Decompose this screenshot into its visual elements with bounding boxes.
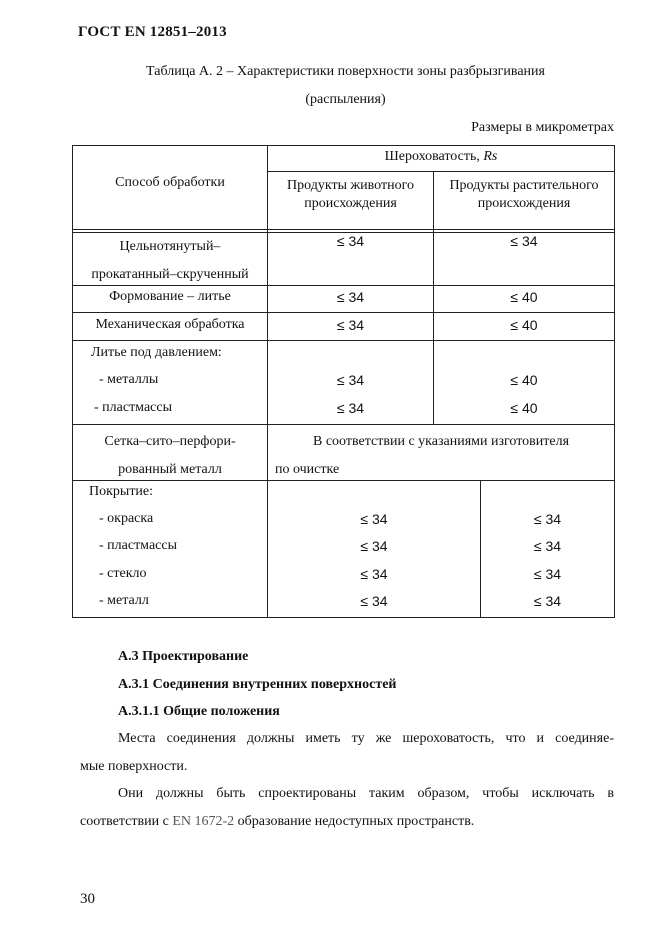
row-sub-metals: - металлы	[99, 372, 159, 387]
row-sub-plastics: - пластмассы	[99, 538, 177, 553]
row-method-forming: Формование – литье	[109, 289, 231, 304]
table-border-left	[72, 145, 73, 618]
value-plant: ≤ 34	[533, 538, 562, 554]
value-plant: ≤ 34	[510, 233, 538, 249]
section-heading-a31: А.3.1 Соединения внутренних поверхностей	[118, 677, 397, 692]
paragraph-2-line1: Они должны быть спроектированы таким образом, чтобы исключать в	[118, 786, 614, 801]
value-animal: ≤ 34	[336, 400, 365, 416]
row-method-line1: Сетка–сито–перфори-	[104, 434, 236, 449]
value-plant: ≤ 34	[533, 593, 562, 609]
paragraph-1-line1: Места соединения должны иметь ту же шероховатость, что и соединяе-	[118, 731, 614, 746]
value-plant: ≤ 40	[510, 372, 538, 388]
row-method-line2: рованный металл	[118, 462, 222, 477]
value-animal: ≤ 34	[360, 538, 388, 554]
header-roughness	[268, 149, 614, 165]
row-method-mesh	[73, 428, 267, 484]
table-border-top	[72, 145, 615, 146]
row-method-coating: Покрытие:	[89, 484, 154, 499]
header-animal-line2: происхождения	[304, 196, 397, 211]
table-units: Размеры в микрометрах	[471, 120, 614, 135]
row-sub-plastics: - пластмассы	[94, 400, 172, 415]
value-plant: ≤ 34	[533, 511, 562, 527]
value-plant: ≤ 34	[533, 566, 562, 582]
standard-reference: EN 1672-2	[172, 814, 235, 829]
row-note-manufacturer	[275, 428, 569, 484]
row-sub-metal: - металл	[99, 593, 149, 608]
header-plant-line1: Продукты растительного	[449, 178, 599, 193]
section-heading-a311: А.3.1.1 Общие положения	[118, 704, 280, 719]
value-plant: ≤ 40	[510, 400, 538, 416]
row-sub-paint: - окраска	[99, 511, 154, 526]
value-plant: ≤ 40	[510, 289, 538, 305]
row-separator	[72, 312, 615, 313]
table-caption: Таблица А. 2 – Характеристики поверхности зоны разбрызгивания	[146, 64, 545, 79]
header-rule	[72, 229, 615, 230]
row-separator	[72, 424, 615, 425]
header-method: Способ обработки	[115, 175, 225, 190]
value-animal: ≤ 34	[360, 593, 388, 609]
roughness-symbol: Rs	[483, 149, 498, 164]
value-animal: ≤ 34	[336, 317, 365, 333]
note-line2: по очистке	[275, 462, 340, 477]
header-animal-line1: Продукты животного	[287, 178, 414, 193]
document-code: ГОСТ EN 12851–2013	[78, 24, 227, 40]
paragraph-1-line2: мые поверхности.	[80, 759, 188, 774]
row-method-seamless	[73, 233, 267, 289]
value-animal: ≤ 34	[360, 511, 388, 527]
header-subdivider	[267, 171, 615, 172]
section-heading-a3: А.3 Проектирование	[118, 649, 249, 664]
paragraph-2-text: соответствии с	[80, 814, 173, 829]
row-method-line2: прокатанный–скрученный	[91, 267, 249, 282]
header-plant-products	[434, 177, 614, 213]
row-method-die-casting: Литье под давлением:	[91, 345, 222, 360]
row-method-machining: Механическая обработка	[95, 317, 245, 332]
page-number: 30	[80, 891, 95, 907]
header-roughness-label: Шероховатость,	[384, 149, 484, 164]
header-plant-line2: происхождения	[477, 196, 571, 211]
table-caption-continued: (распыления)	[305, 92, 386, 107]
table-border-bottom	[72, 617, 615, 618]
value-animal: ≤ 34	[336, 233, 365, 249]
value-animal: ≤ 34	[336, 289, 365, 305]
paragraph-2-text-end: образование недоступных пространств.	[234, 814, 475, 829]
value-animal: ≤ 34	[336, 372, 365, 388]
value-plant: ≤ 40	[510, 317, 538, 333]
row-separator	[72, 340, 615, 341]
note-line1: В соответствии с указаниями изготовителя	[313, 434, 570, 449]
value-animal: ≤ 34	[360, 566, 388, 582]
row-sub-glass: - стекло	[99, 566, 147, 581]
table-border-right	[614, 145, 615, 618]
row-method-line1: Цельнотянутый–	[119, 239, 221, 254]
header-animal-products	[268, 177, 433, 213]
paragraph-2-line2	[80, 814, 474, 830]
